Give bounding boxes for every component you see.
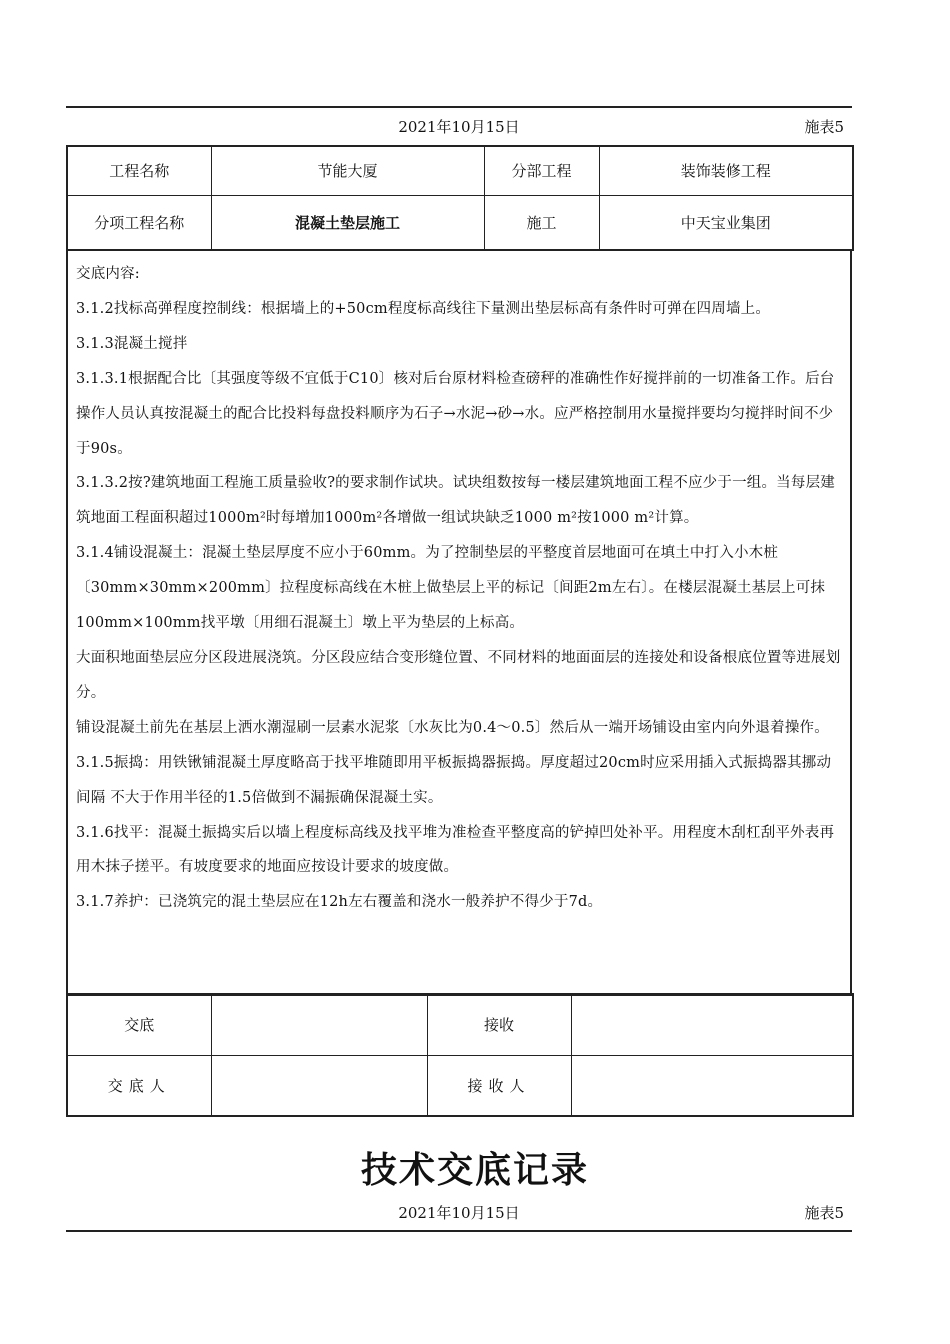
top-date: 2021年10月15日 (398, 118, 520, 136)
content-paragraph: 3.1.7养护：已浇筑完的混土垫层应在12h左右覆盖和浇水一般养护不得少于7d。 (76, 894, 603, 911)
footer-form-number: 施表5 (804, 1204, 844, 1222)
record-title: 技术交底记录 (360, 1150, 589, 1191)
top-form-number: 施表5 (804, 118, 844, 136)
content-paragraph: 3.1.4铺设混凝土：混凝土垫层厚度不应小于60mm。为了控制垫层的平整度首层地面可在填土中打入小木桩〔30mm×30mm×200mm〕拉程度标高线在木桩上做垫层上平的标记〔间距2m左右〕。在楼层混凝土基层上可抹100mm×100mm找平墩〔用细石混凝土〕墩上平为垫层的上标高。 (76, 545, 826, 632)
content-paragraph: 3.1.3.2按?建筑地面工程施工质量验收?的要求制作试块。试块组数按每一楼层建筑地面工程不应少于一组。当每层建筑地面工程面积超过1000m²时每增加1000m²各增做一组试块缺乏1000 m²按1000 m²计算。 (76, 475, 835, 527)
footer-date-line (66, 1202, 852, 1222)
content-paragraph: 3.1.6找平：混凝土振捣实后以墙上程度标高线及找平堆为准检查平整度高的铲掉凹处补平。用程度木刮杠刮平外表再用木抹子搓平。有坡度要求的地面应按设计要求的坡度做。 (76, 824, 835, 876)
content-paragraph: 3.1.3混凝土搅拌 (76, 335, 188, 352)
handover-content (67, 250, 851, 995)
handover-signature-cell (211, 994, 427, 1055)
construction-label: 施工 (484, 195, 599, 250)
handover-label: 交底 (67, 994, 211, 1055)
content-heading: 交底内容: (76, 266, 140, 282)
info-table (66, 145, 854, 251)
content-paragraph: 大面积地面垫层应分区段进展浇筑。分区段应结合变形缝位置、不同材料的地面面层的连接处和设备根底位置等进展划分。 (76, 649, 841, 701)
top-rule (66, 106, 852, 108)
handover-person-cell (211, 1055, 427, 1116)
footer-rule (66, 1230, 852, 1232)
signoff-table (66, 993, 854, 1117)
receive-signature-cell (571, 994, 853, 1055)
content-paragraph: 3.1.2找标高弹程度控制线：根据墙上的+50cm程度标高线往下量测出垫层标高有条件时可弹在四周墙上。 (76, 300, 771, 317)
project-name-label: 工程名称 (67, 146, 211, 195)
receive-person-cell (571, 1055, 853, 1116)
subitem-label: 分项工程名称 (67, 195, 211, 250)
project-name-value: 节能大厦 (211, 146, 484, 195)
content-table (66, 249, 852, 996)
footer-date: 2021年10月15日 (398, 1204, 520, 1222)
division-label: 分部工程 (484, 146, 599, 195)
subitem-value: 混凝土垫层施工 (211, 195, 484, 250)
content-paragraph: 铺设混凝土前先在基层上洒水潮湿刷一层素水泥浆〔水灰比为0.4～0.5〕然后从一端开场铺设由室内向外退着操作。 (76, 719, 829, 736)
construction-value: 中天宝业集团 (599, 195, 853, 250)
content-paragraph: 3.1.5振捣：用铁锹铺混凝土厚度略高于找平堆随即用平板振捣器振捣。厚度超过20cm时应采用插入式振捣器其挪动间隔 不大于作用半径的1.5倍做到不漏振确保混凝土实。 (76, 754, 832, 806)
receive-label: 接收 (427, 994, 571, 1055)
receive-person-label: 接收人 (427, 1055, 571, 1116)
content-paragraph: 3.1.3.1根据配合比〔其强度等级不宜低于C10〕核对后台原材料检查磅秤的准确性作好搅拌前的一切准备工作。后台操作人员认真按混凝土的配合比投料每盘投料顺序为石子→水泥→砂→水。应严格控制用水量搅拌要均匀搅拌时间不少于90s。 (76, 370, 835, 457)
top-date-line (66, 116, 852, 136)
handover-person-label: 交底人 (67, 1055, 211, 1116)
division-value: 装饰装修工程 (599, 146, 853, 195)
